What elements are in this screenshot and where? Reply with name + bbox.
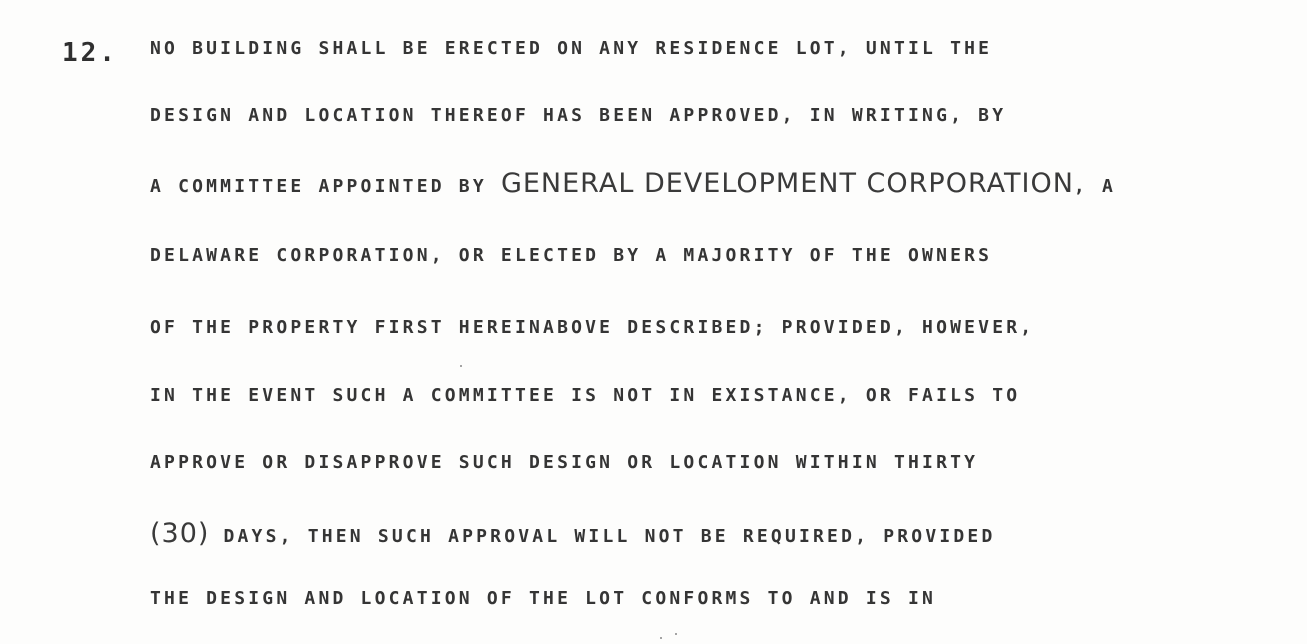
text-segment: APPROVE OR DISAPPROVE SUCH DESIGN OR LOCATION WITHIN THIRTY: [150, 452, 979, 473]
item-number: 12.: [62, 38, 118, 68]
text-line-9: [150, 588, 936, 609]
text-segment: THE DESIGN AND LOCATION OF THE LOT CONFORMS TO AND IS IN: [150, 588, 937, 609]
paper-speck: [460, 365, 462, 367]
text-line-5: [150, 317, 1034, 338]
text-segment: , A: [1073, 176, 1117, 197]
text-segment: DELAWARE CORPORATION, OR ELECTED BY A MAJORITY OF THE OWNERS: [150, 245, 993, 266]
text-line-3: [150, 168, 1116, 199]
text-line-4: [150, 245, 992, 266]
text-line-7: [150, 452, 978, 473]
text-segment: DAYS, THEN SUCH APPROVAL WILL NOT BE REQUIRED, PROVIDED: [209, 526, 996, 547]
text-segment: OF THE PROPERTY FIRST HEREINABOVE DESCRIBED; PROVIDED, HOWEVER,: [150, 317, 1035, 338]
number-thirty: (30): [150, 518, 210, 549]
text-line-1: [150, 38, 992, 59]
text-line-6: [150, 385, 1020, 406]
text-line-8: [150, 518, 996, 549]
text-segment: DESIGN AND LOCATION THEREOF HAS BEEN APPROVED, IN WRITING, BY: [150, 105, 1007, 126]
text-segment: IN THE EVENT SUCH A COMMITTEE IS NOT IN EXISTANCE, OR FAILS TO: [150, 385, 1021, 406]
paper-speck: [675, 633, 677, 635]
paper-speck: [660, 637, 662, 639]
text-segment: A COMMITTEE APPOINTED BY: [150, 176, 501, 197]
text-segment: NO BUILDING SHALL BE ERECTED ON ANY RESIDENCE LOT, UNTIL THE: [150, 38, 993, 59]
text-line-2: [150, 105, 1006, 126]
company-name: GENERAL DEVELOPMENT CORPORATION: [500, 168, 1074, 199]
